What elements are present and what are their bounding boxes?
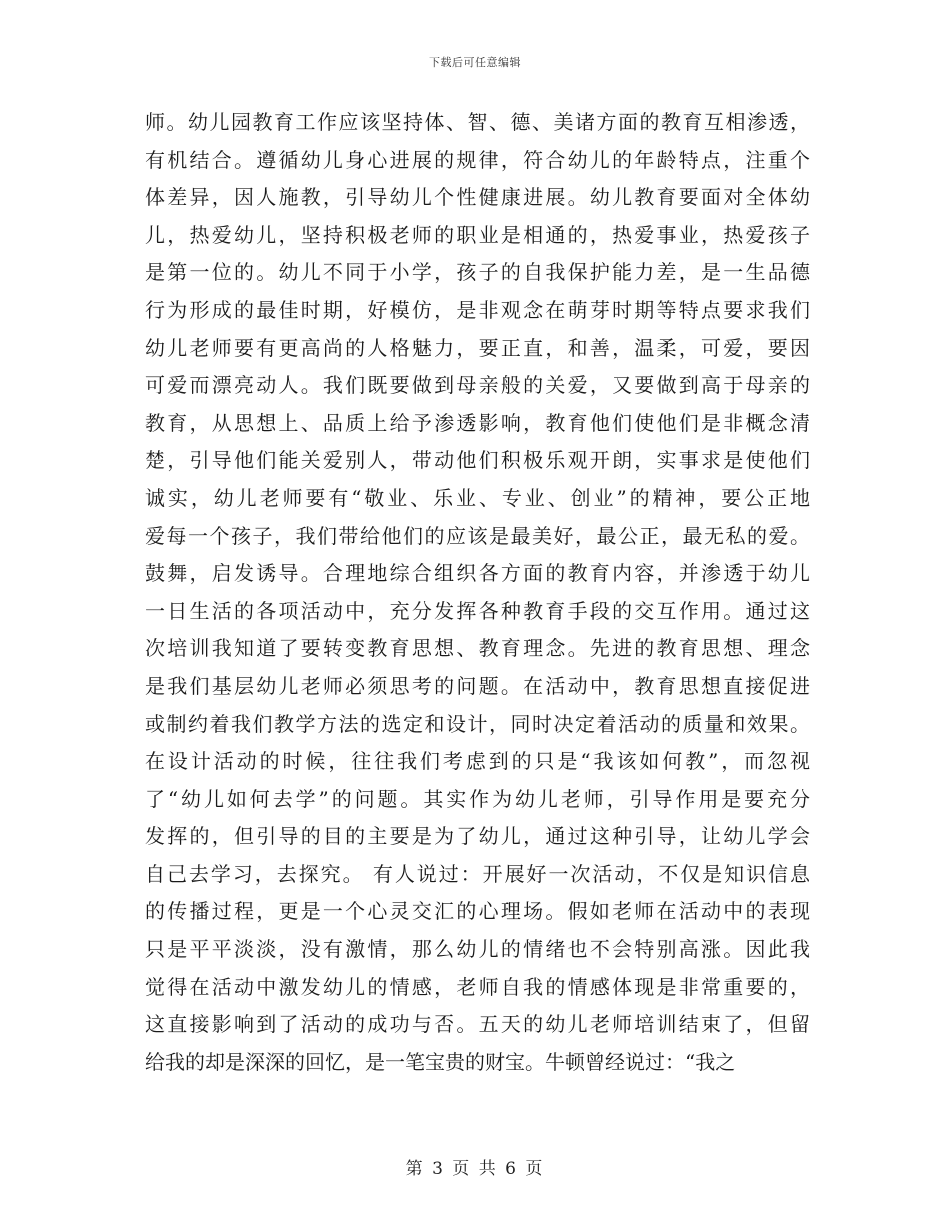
text-line: 这直接影响到了活动的成功与否。五天的幼儿老师培训结束了，但留: [145, 1012, 810, 1037]
page-number: 第 3 页 共 6 页: [405, 1159, 545, 1179]
text-line: 幼儿老师要有更高尚的人格魅力，要正直，和善，温柔，可爱，要因: [145, 335, 810, 360]
text-line: 自己去学习，去探究。 有人说过：开展好一次活动，不仅是知识信息: [145, 861, 810, 886]
text-line: 的传播过程，更是一个心灵交汇的心理场。假如老师在活动中的表现: [145, 899, 810, 924]
text-line: 有机结合。遵循幼儿身心进展的规律，符合幼儿的年龄特点，注重个: [145, 147, 810, 172]
text-line: 教育，从思想上、品质上给予渗透影响，教育他们使他们是非概念清: [145, 410, 810, 435]
text-line: 给我的却是深深的回忆，是一笔宝贵的财宝。牛顿曾经说过：“我之: [145, 1049, 736, 1074]
text-line: 诚实，幼儿老师要有“敬业、乐业、专业、创业”的精神，要公正地: [145, 485, 810, 510]
text-line: 是我们基层幼儿老师必须思考的问题。在活动中，教育思想直接促进: [145, 673, 810, 698]
text-line: 鼓舞，启发诱导。合理地综合组织各方面的教育内容，并渗透于幼儿: [145, 561, 810, 586]
text-line: 发挥的，但引导的目的主要是为了幼儿，通过这种引导，让幼儿学会: [145, 824, 810, 849]
text-line: 一日生活的各项活动中，充分发挥各种教育手段的交互作用。通过这: [145, 598, 810, 623]
text-line: 可爱而漂亮动人。我们既要做到母亲般的关爱，又要做到高于母亲的: [145, 373, 810, 398]
text-line: 是第一位的。幼儿不同于小学，孩子的自我保护能力差，是一生品德: [145, 260, 810, 285]
page-header: 下载后可任意编辑: [429, 56, 521, 69]
text-line: 儿，热爱幼儿，坚持积极老师的职业是相通的，热爱事业，热爱孩子: [145, 222, 810, 247]
text-line: 了“幼儿如何去学”的问题。其实作为幼儿老师，引导作用是要充分: [145, 786, 810, 811]
text-line: 在设计活动的时候，往往我们考虑到的只是“我该如何教”，而忽视: [145, 749, 810, 774]
text-line: 体差异，因人施教，引导幼儿个性健康进展。幼儿教育要面对全体幼: [145, 185, 810, 210]
text-line: 楚，引导他们能关爱别人，带动他们积极乐观开朗，实事求是使他们: [145, 448, 810, 473]
text-line: 或制约着我们教学方法的选定和设计，同时决定着活动的质量和效果。: [145, 711, 810, 736]
text-line: 次培训我知道了要转变教育思想、教育理念。先进的教育思想、理念: [145, 636, 810, 661]
text-line: 行为形成的最佳时期，好模仿，是非观念在萌芽时期等特点要求我们: [145, 297, 810, 322]
text-line: 觉得在活动中激发幼儿的情感，老师自我的情感体现是非常重要的，: [145, 974, 810, 999]
text-line: 爱每一个孩子，我们带给他们的应该是最美好，最公正，最无私的爱。: [145, 523, 810, 548]
text-line: 师。幼儿园教育工作应该坚持体、智、德、美诸方面的教育互相渗透，: [145, 110, 810, 134]
document-body: [145, 104, 810, 1081]
text-line: 只是平平淡淡，没有激情，那么幼儿的情绪也不会特别高涨。因此我: [145, 937, 810, 962]
